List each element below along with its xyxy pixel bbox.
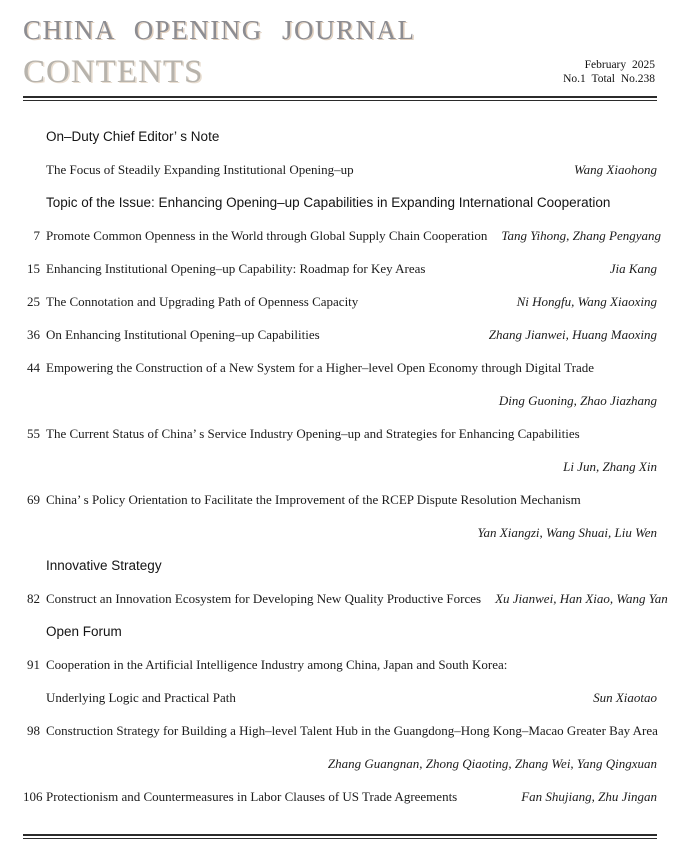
toc-entry-continuation-row <box>23 681 657 714</box>
toc-entry-row <box>23 219 662 252</box>
article-authors: Li Jun, Zhang Xin <box>563 458 657 474</box>
article-authors: Zhang Guangnan, Zhong Qiaoting, Zhang Wei, Yang Qingxuan <box>327 755 657 771</box>
issue-date: February 2025 <box>584 59 655 71</box>
article-authors: Tang Yihong, Zhang Pengyang <box>501 227 662 243</box>
toc-section-row <box>23 615 657 648</box>
article-title-line2: Underlying Logic and Practical Path <box>46 689 236 705</box>
article-authors: Fan Shujiang, Zhu Jingan <box>521 788 657 804</box>
article-title: On Enhancing Institutional Opening–up Capabilities <box>46 326 320 342</box>
section-heading: Innovative Strategy <box>46 558 162 573</box>
page-number: 7 <box>33 227 40 243</box>
article-title: Construction Strategy for Building a High–level Talent Hub in the Guangdong–Hong Kong–Macao Greater Bay Area <box>46 722 658 738</box>
article-authors: Xu Jianwei, Han Xiao, Wang Yan <box>495 590 668 606</box>
article-title: Promote Common Openness in the World through Global Supply Chain Cooperation <box>46 227 488 243</box>
section-heading: On–Duty Chief Editor’ s Note <box>46 129 220 144</box>
page-number: 44 <box>27 359 40 375</box>
article-title: The Focus of Steadily Expanding Institutional Opening–up <box>46 161 354 177</box>
article-title: China’ s Policy Orientation to Facilitate the Improvement of the RCEP Dispute Resolution Mechanism <box>46 491 581 507</box>
table-of-contents <box>23 120 668 813</box>
toc-entry-row <box>23 417 657 450</box>
toc-entry-row <box>23 780 657 813</box>
issue-info <box>563 58 655 86</box>
article-title: Cooperation in the Artificial Intelligence Industry among China, Japan and South Korea: <box>46 656 508 672</box>
toc-entry-row <box>23 582 668 615</box>
article-authors: Jia Kang <box>609 260 657 276</box>
toc-entry-row <box>23 318 657 351</box>
page-number: 69 <box>27 491 40 507</box>
page-number: 106 <box>23 788 43 804</box>
toc-entry-row <box>23 714 657 747</box>
issue-number: No.1 Total No.238 <box>563 73 655 85</box>
footer-divider-rule <box>23 834 657 839</box>
article-title: The Connotation and Upgrading Path of Openness Capacity <box>46 293 359 309</box>
article-authors: Zhang Jianwei, Huang Maoxing <box>488 326 657 342</box>
article-title: Empowering the Construction of a New System for a Higher–level Open Economy through Digital Trade <box>46 359 595 375</box>
journal-title: CHINA OPENING JOURNAL <box>23 15 416 45</box>
article-title: Protectionism and Countermeasures in Labor Clauses of US Trade Agreements <box>46 788 458 804</box>
toc-entry-row <box>23 648 657 681</box>
article-authors: Wang Xiaohong <box>574 161 657 177</box>
section-heading: Open Forum <box>46 624 122 639</box>
page-number: 82 <box>27 590 40 606</box>
article-title: Construct an Innovation Ecosystem for Developing New Quality Productive Forces <box>46 590 482 606</box>
section-heading: Topic of the Issue: Enhancing Opening–up Capabilities in Expanding International Cooperation <box>46 195 611 210</box>
toc-entry-row <box>23 483 657 516</box>
page-number: 25 <box>27 293 40 309</box>
toc-authors-row <box>23 516 657 549</box>
page-number: 36 <box>27 326 40 342</box>
page-number: 91 <box>27 656 40 672</box>
toc-section-row <box>23 120 657 153</box>
toc-entry-row <box>23 153 657 186</box>
toc-authors-row <box>23 450 657 483</box>
toc-entry-row <box>23 351 657 384</box>
toc-section-row <box>23 186 657 219</box>
toc-section-row <box>23 549 657 582</box>
article-authors: Yan Xiangzi, Wang Shuai, Liu Wen <box>477 524 657 540</box>
header-divider-rule <box>23 96 657 101</box>
article-title: The Current Status of China’ s Service Industry Opening–up and Strategies for Enhancing Capabilities <box>46 425 580 441</box>
article-authors: Ni Hongfu, Wang Xiaoxing <box>516 293 657 309</box>
page-number: 98 <box>27 722 40 738</box>
toc-authors-row <box>23 747 657 780</box>
page-number: 55 <box>27 425 40 441</box>
article-title: Enhancing Institutional Opening–up Capability: Roadmap for Key Areas <box>46 260 426 276</box>
contents-heading: CONTENTS <box>23 54 204 90</box>
toc-entry-row <box>23 252 657 285</box>
toc-entry-row <box>23 285 657 318</box>
article-authors: Ding Guoning, Zhao Jiazhang <box>498 392 657 408</box>
page-number: 15 <box>27 260 40 276</box>
toc-authors-row <box>23 384 657 417</box>
article-authors: Sun Xiaotao <box>593 689 657 705</box>
